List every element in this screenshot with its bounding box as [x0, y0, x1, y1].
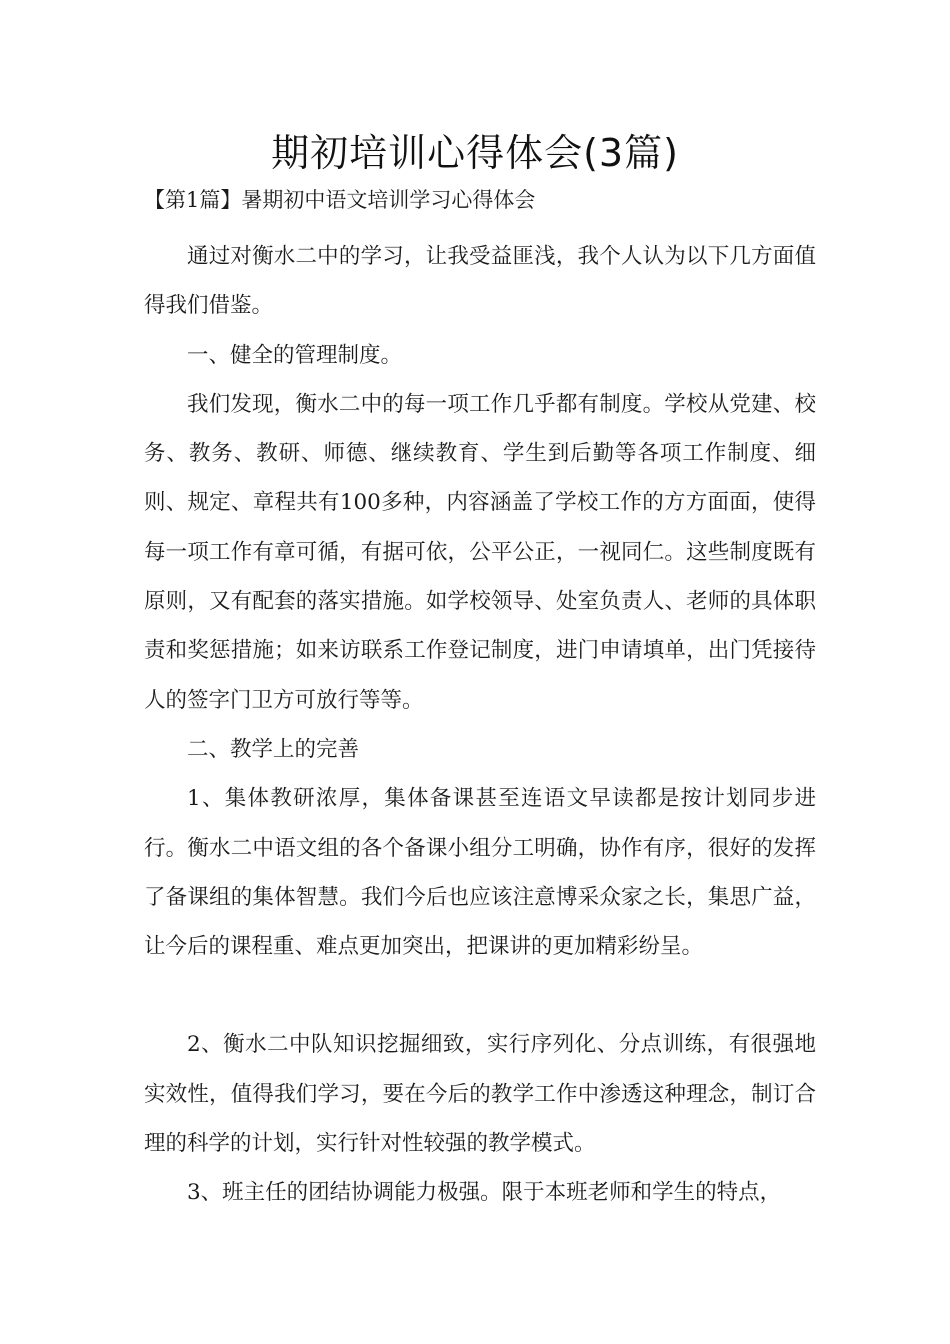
paragraph: 2、衡水二中队知识挖掘细致，实行序列化、分点训练，有很强地实效性，值得我们学习，要在今后的教学工作中渗透这种理念，制订合理的科学的计划，实行针对性较强的教学模式。 — [144, 1032, 816, 1157]
paragraph: 3、班主任的团结协调能力极强。限于本班老师和学生的特点， — [187, 1180, 782, 1206]
section-heading-teaching: 二、教学上的完善 — [187, 736, 360, 762]
document-body — [144, 232, 816, 1218]
paragraph: 1、集体教研浓厚，集体备课甚至连语文早读都是按计划同步进行。衡水二中语文组的各个备课小组分工明确，协作有序，很好的发挥了备课组的集体智慧。我们今后也应该注意博采众家之长，集思广益，让今后的课程重、难点更加突出，把课讲的更加精彩纷呈。 — [144, 786, 816, 960]
paragraph: 我们发现，衡水二中的每一项工作几乎都有制度。学校从党建、校务、教务、教研、师德、继续教育、学生到后勤等各项工作制度、细则、规定、章程共有100多种，内容涵盖了学校工作的方方面面，使得每一项工作有章可循，有据可依，公平公正，一视同仁。这些制度既有原则，又有配套的落实措施。如学校领导、处室负责人、老师的具体职责和奖惩措施；如来访联系工作登记制度，进门申请填单，出门凭接待人的签字门卫方可放行等等。 — [144, 391, 816, 713]
document-title: 期初培训心得体会(3篇) — [271, 131, 679, 175]
section-heading: 【第1篇】暑期初中语文培训学习心得体会 — [144, 188, 536, 212]
paragraph: 通过对衡水二中的学习，让我受益匪浅，我个人认为以下几方面值得我们借鉴。 — [144, 244, 816, 319]
section-heading-management: 一、健全的管理制度。 — [187, 342, 403, 368]
